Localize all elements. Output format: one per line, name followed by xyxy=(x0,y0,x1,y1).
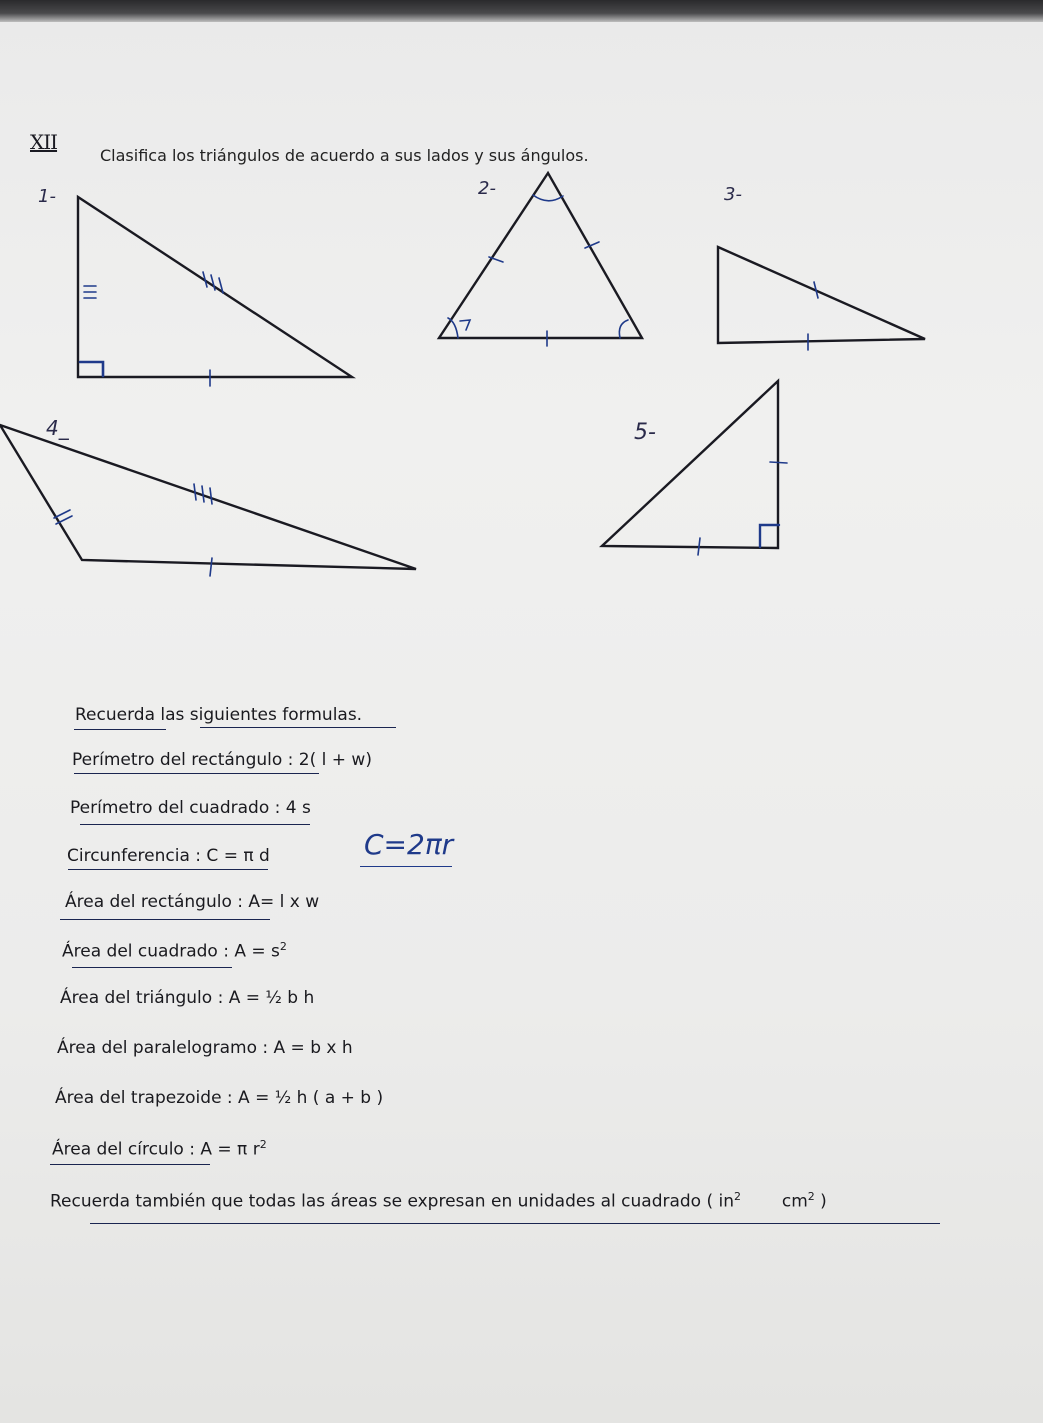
underline xyxy=(74,773,319,774)
underline xyxy=(72,967,232,968)
formula-area-triangulo: Área del triángulo : A = ½ b h xyxy=(60,988,315,1008)
triangle-figures xyxy=(0,0,1043,700)
triangle-4 xyxy=(0,425,416,576)
underline xyxy=(60,919,270,920)
formula-area-trapezoide: Área del trapezoide : A = ½ h ( a + b ) xyxy=(55,1088,384,1108)
triangle-label-2: 2- xyxy=(478,178,496,199)
underline xyxy=(80,824,310,825)
formulas-intro: Recuerda las siguientes formulas. xyxy=(75,705,363,725)
formula-perimetro-rectangulo: Perímetro del rectángulo : 2( l + w) xyxy=(72,750,372,770)
underline xyxy=(50,1164,210,1165)
formula-unidades: Recuerda también que todas las áreas se expresan en unidades al cuadrado ( $in^2$ $cm^2$ ) xyxy=(50,1190,827,1212)
underline xyxy=(74,729,166,730)
formula-area-paralelogramo: Área del paralelogramo : A = b x h xyxy=(57,1038,353,1058)
triangle-1 xyxy=(78,197,352,386)
triangle-5 xyxy=(602,381,787,555)
underline xyxy=(90,1223,940,1224)
triangle-label-5: 5- xyxy=(634,420,656,445)
triangle-label-4: 4_ xyxy=(46,416,69,440)
underline xyxy=(360,866,452,867)
formula-area-circulo: Área del círculo : A = π $r^2$ xyxy=(52,1138,267,1160)
triangle-label-3: 3- xyxy=(724,184,742,205)
exercise-number: XII xyxy=(30,130,58,154)
formula-perimetro-cuadrado: Perímetro del cuadrado : 4 s xyxy=(70,798,311,818)
formula-circunferencia: Circunferencia : C = π d xyxy=(67,846,270,866)
triangle-label-1: 1- xyxy=(38,186,56,207)
underline xyxy=(68,869,268,870)
triangle-2 xyxy=(439,173,642,346)
handwritten-circunferencia-note: C=2πr xyxy=(364,828,454,861)
formula-area-cuadrado: Área del cuadrado : $A = s^2$ xyxy=(62,940,287,962)
underline xyxy=(200,727,396,728)
exercise-instruction: Clasifica los triángulos de acuerdo a sus lados y sus ángulos. xyxy=(100,146,589,165)
triangle-3 xyxy=(718,247,925,350)
formula-area-rectangulo: Área del rectángulo : A= l x w xyxy=(65,892,320,912)
